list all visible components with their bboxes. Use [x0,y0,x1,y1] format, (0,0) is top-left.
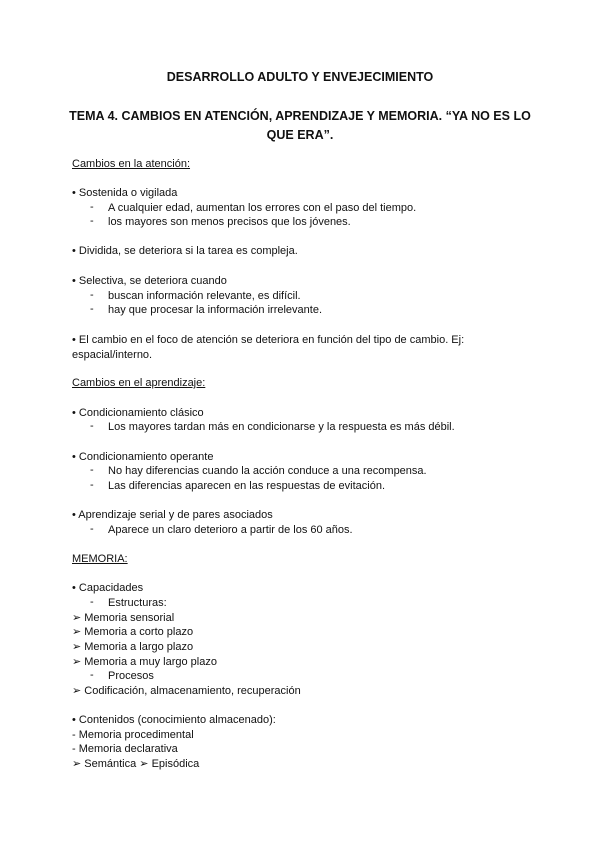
section-heading-memoria: MEMORIA: [72,553,128,565]
dash-marker: - [90,201,94,213]
list-item: - Memoria declarativa [72,743,178,755]
dash-marker: - [90,523,94,535]
dash-marker: - [90,420,94,432]
list-item: buscan información relevante, es difícil. [108,290,301,302]
procesos-label: Procesos [108,670,154,682]
list-item: Los mayores tardan más en condicionarse y la respuesta es más débil. [108,421,455,433]
bullet-sostenida: • Sostenida o vigilada [72,187,178,199]
list-item: ➢ Memoria a largo plazo [72,641,194,653]
bullet-foco-cont: espacial/interno. [72,349,153,361]
list-item: No hay diferencias cuando la acción conduce a una recompensa. [108,465,427,477]
dash-marker: - [90,464,94,476]
dash-marker: - [90,596,94,608]
bullet-clasico: • Condicionamiento clásico [72,407,204,419]
section-heading-atencion: Cambios en la atención: [72,158,191,170]
dash-marker: - [90,289,94,301]
estructuras-label: Estructuras: [108,597,167,609]
section-heading-aprendizaje: Cambios en el aprendizaje: [72,377,206,389]
bullet-selectiva: • Selectiva, se deteriora cuando [72,275,227,287]
list-item: hay que procesar la información irrelevante. [108,304,323,316]
dash-marker: - [90,303,94,315]
list-item: los mayores son menos precisos que los jóvenes. [108,216,351,228]
document-subtitle: TEMA 4. CAMBIOS EN ATENCIÓN, APRENDIZAJE Y MEMORIA. “YA NO ES LO QUE ERA”. [69,109,531,142]
dash-marker: - [90,215,94,227]
list-item: ➢ Codificación, almacenamiento, recuperación [72,685,301,697]
list-item: A cualquier edad, aumentan los errores con el paso del tiempo. [108,202,417,214]
list-item: ➢ Memoria a corto plazo [72,626,194,638]
dash-marker: - [90,669,94,681]
bullet-dividida: • Dividida, se deteriora si la tarea es compleja. [72,245,298,257]
bullet-operante: • Condicionamiento operante [72,451,214,463]
bullet-contenidos: • Contenidos (conocimiento almacenado): [72,714,276,726]
document-title: DESARROLLO ADULTO Y ENVEJECIMIENTO [166,70,434,84]
dash-marker: - [90,479,94,491]
list-item: Las diferencias aparecen en las respuestas de evitación. [108,480,386,492]
bullet-serial: • Aprendizaje serial y de pares asociados [72,509,273,521]
list-item: ➢ Semántica ➢ Episódica [72,758,200,770]
list-item: Aparece un claro deterioro a partir de los 60 años. [108,524,353,536]
list-item: ➢ Memoria sensorial [72,612,175,624]
bullet-capacidades: • Capacidades [72,582,144,594]
bullet-foco: • El cambio en el foco de atención se deteriora en función del tipo de cambio. Ej: [72,334,465,346]
list-item: - Memoria procedimental [72,729,194,741]
list-item: ➢ Memoria a muy largo plazo [72,656,217,668]
